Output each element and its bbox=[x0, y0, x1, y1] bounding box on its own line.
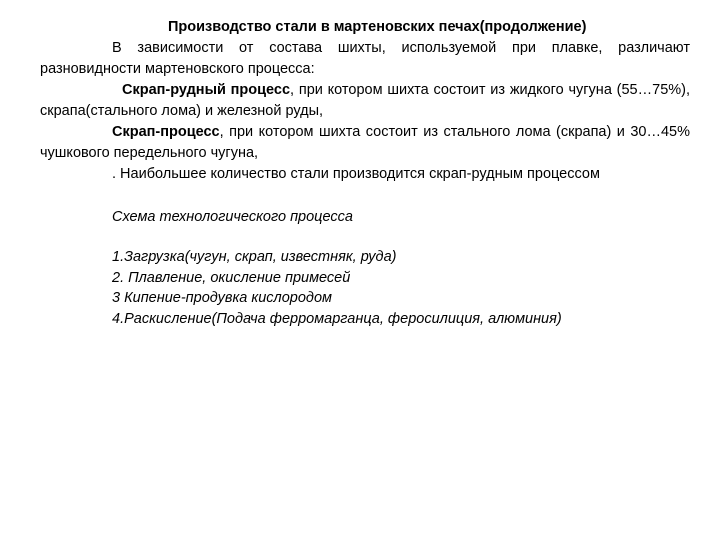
process-step-1: 1.Загрузка(чугун, скрап, известняк, руда) bbox=[112, 249, 397, 265]
scrap-process-paragraph bbox=[40, 122, 690, 164]
scheme-title: Схема технологического процесса bbox=[112, 209, 353, 225]
slide-body bbox=[40, 38, 690, 185]
slide-title: Производство стали в мартеновских печах(продолжение) bbox=[168, 19, 587, 35]
scrap-process-text: , при котором шихта состоит из стального лома (скрапа) и 30…45% чушкового передельного чугуна, bbox=[40, 124, 690, 161]
scrap-ore-process-text: , при котором шихта состоит из жидкого чугуна (55…75%), скрапа(стального лома) и железной руды, bbox=[40, 82, 691, 119]
scrap-ore-process-name: Скрап-рудный процесс bbox=[122, 82, 291, 98]
process-step-3: 3 Кипение-продувка кислородом bbox=[112, 290, 332, 306]
process-steps-list bbox=[112, 247, 562, 329]
process-step-4: 4.Раскисление(Подача ферромарганца, феросилиция, алюминия) bbox=[112, 310, 562, 327]
scrap-process-name: Скрап-процесс bbox=[112, 124, 220, 140]
scrap-ore-process-paragraph bbox=[40, 80, 690, 122]
intro-paragraph: В зависимости от состава шихты, используемой при плавке, различают разновидности мартеновского процесса: bbox=[40, 40, 690, 77]
process-step-2: 2. Плавление, окисление примесей bbox=[112, 269, 351, 286]
conclusion-paragraph: . Наибольшее количество стали производится скрап-рудным процессом bbox=[112, 166, 600, 182]
